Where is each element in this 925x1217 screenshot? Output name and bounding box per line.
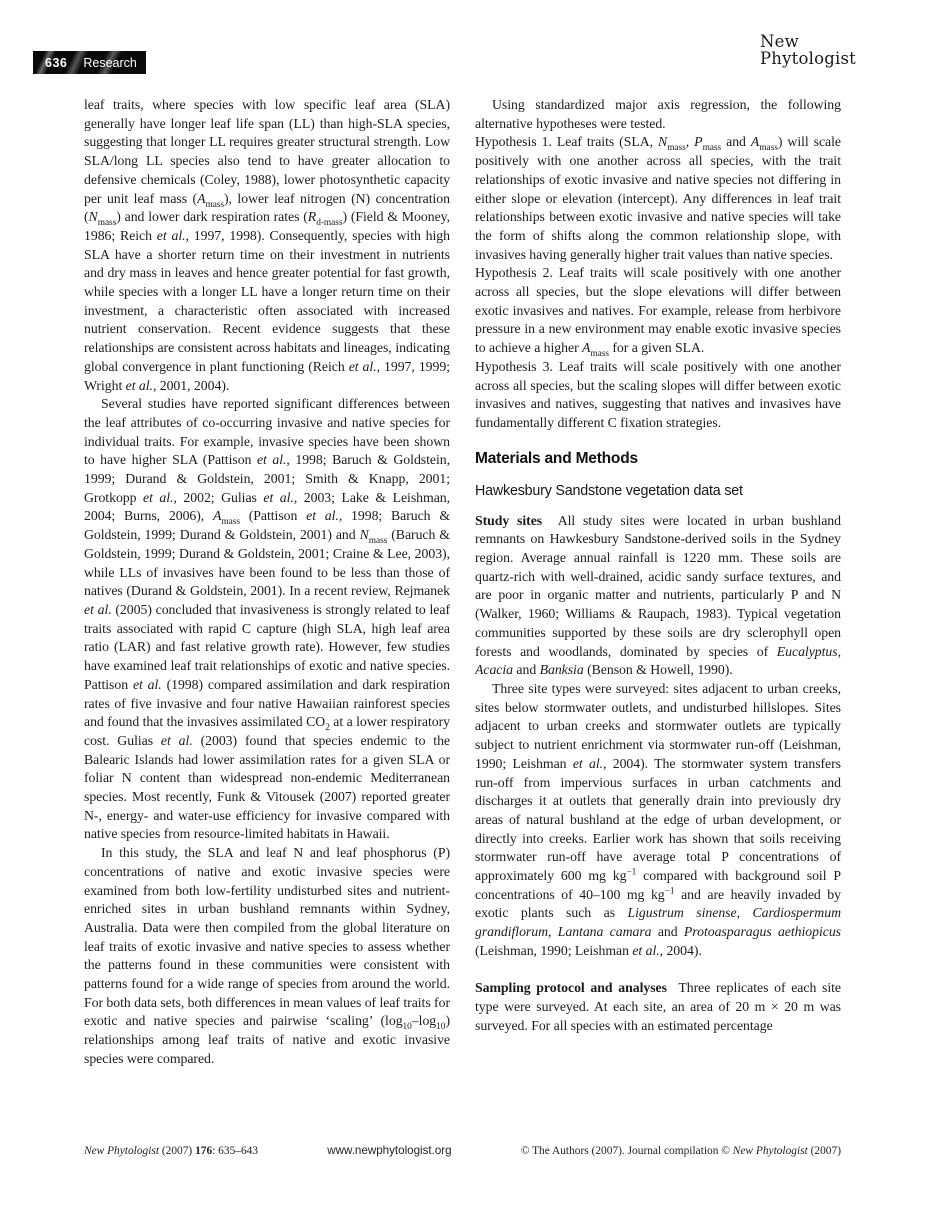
paragraph-hypothesis-3: Hypothesis 3. Leaf traits will scale positively with one another across all species, but the scaling slopes will differ between exotic invasives and natives, suggesting that natives and invasives have fundamentally different C fixation strategies. (475, 358, 841, 430)
footer-citation: New Phytologist (2007) 176: 635–643 (84, 1145, 259, 1157)
paragraph-hypothesis-2: Hypothesis 2. Leaf traits will scale positively with one another across all species, but the slope elevations will differ between exotic invasives and natives. For example, release from herbivore pressure in a new environment may enable exotic invasive species to achieve a higher $A_{mass}$ for a given SLA. (475, 265, 841, 359)
section-heading-materials-and-methods: Materials and Methods (475, 449, 638, 467)
subsection-heading-hawkesbury: Hawkesbury Sandstone vegetation data set (475, 482, 743, 499)
footer-copyright: © The Authors (2007). Journal compilation © New Phytologist (2007) (520, 1145, 841, 1157)
content-columns (84, 96, 841, 1116)
section-label: Research (83, 55, 137, 70)
page-footer (84, 1144, 841, 1157)
paragraph-site-types: Three site types were surveyed: sites adjacent to urban creeks, sites below stormwater outlets, and undisturbed hillslopes. Sites adjacent to urban creeks and stormwater outlets are typically subject to nutrient enrichment via stormwater run-off (Leishman, 1990; Leishman et al., 2004). The stormwater system transfers run-off from impervious surfaces in urban catchments and discharges it at outlets that generally drain into previously dry areas of natural bushland at the edge of urban development, or directly into creeks. Earlier work has shown that soils receiving stormwater run-off have average total P concentrations of approximately 600 mg $kg^{-1}$ compared with background soil P concentrations of 40–100 mg $kg^{-1}$ and are heavily invaded by exotic plants such as Ligustrum sinense, Cardiospermum grandiflorum, Lantana camara and Protoasparagus aethiopicus (Leishman, 1990; Leishman et al., 2004). (475, 680, 841, 958)
journal-logo (760, 34, 856, 67)
page-header-badge (33, 51, 146, 74)
paragraph-in-this-study: In this study, the SLA and leaf N and leaf phosphorus (P) concentrations of native and exotic invasive species were examined from both low-fertility undisturbed sites and nutrient-enriched sites in urban bushland remnants within Sydney, Australia. Data were then compiled from the global literature on leaf traits of exotic invasive and native species to assess whether the patterns found in these communities were consistent with patterns found for a wide range of species from around the world. For both data sets, both differences in mean values of leaf traits for exotic and native species and pairwise ‘scaling’ $(\log_{10}-\log_{10})$ relationships among leaf traits of native and exotic invasive species were compared. (84, 845, 450, 1066)
paragraph-study-sites: Study sites All study sites were located in urban bushland remnants on Hawkesbury Sandstone-derived soils in the Sydney region. Average annual rainfall is 1220 mm. These soils are quartz-rich with well-drained, acidic sandy surface textures, and are poor in organic matter and nutrients, particularly P and N (Walker, 1960; Williams & Raupach, 1983). Typical vegetation communities supported by these soils are dry sclerophyll open forests and woodlands, dominated by species of Eucalyptus, Acacia and Banksia (Benson & Howell, 1990). (475, 512, 841, 678)
paragraph-hypothesis-1: Hypothesis 1. Leaf traits (SLA, $N_{mass}$, $P_{mass}$ and $A_{mass}$) will scale positively with one another across all species, with the trait relationships of exotic invasive and native species not differing in either slope or elevation (intercept). Any differences in leaf trait relationships between exotic invasive and native species will take the form of shifts along the common relationship slope, with invasives having generally higher trait values than native species. (475, 134, 841, 262)
paragraph-hypotheses-intro: Using standardized major axis regression, the following alternative hypotheses were tested. (475, 97, 841, 131)
page-number: 636 (45, 55, 68, 70)
paragraph-sampling-protocol: Sampling protocol and analyses Three replicates of each site type were surveyed. At each site, an area of 20 m × 20 m was surveyed. For all species with an estimated percentage (475, 980, 841, 1033)
paragraph-several-studies: Several studies have reported significant differences between the leaf attributes of co-occurring invasive and native species for individual traits. For example, invasive species have been shown to have higher SLA (Pattison et al., 1998; Baruch & Goldstein, 1999; Durand & Goldstein, 2001; Smith & Knapp, 2001; Grotkopp et al., 2002; Gulias et al., 2003; Lake & Leishman, 2004; Burns, 2006), $A_{mass}$ (Pattison et al., 1998; Baruch & Goldstein, 1999; Durand & Goldstein, 2001) and $N_{mass}$ (Baruch & Goldstein, 1999; Durand & Goldstein, 2001; Craine & Lee, 2003), while LLs of invasives have been found to be less than those of natives (Durand & Goldstein, 2001). In a recent review, Rejmanek et al. (2005) concluded that invasiveness is strongly related to leaf traits associated with rapid C capture (high SLA, high leaf area ratio (LAR) and fast relative growth rate). However, few studies have examined leaf trait relationships of exotic and native species. Pattison et al. (1998) compared assimilation and dark respiration rates of five invasive and four native Hawaiian rainforest species and found that the invasives assimilated $CO_2$ at a lower respiratory cost. Gulias et al. (2003) found that species endemic to the Balearic Islands had lower assimilation rates for a given SLA or foliar N content than widespread non-endemic Mediterranean species. Most recently, Funk & Vitousek (2007) reported greater N-, energy- and water-use efficiency for invasive compared with native species from resource-limited habitats in Hawaii. (84, 396, 450, 842)
paragraph-leaf-traits: leaf traits, where species with low specific leaf area (SLA) generally have longer leaf life span (LL) than high-SLA species, suggesting that longer LL requires greater structural strength. Low SLA/long LL species also tend to have greater allocation to defensive chemicals (Coley, 1988), lower photosynthetic capacity per unit leaf mass $(A_{mass})$, lower leaf nitrogen (N) concentration $(N_{mass})$ and lower dark respiration rates $(R_{d-mass})$ (Field & Mooney, 1986; Reich et al., 1997, 1998). Consequently, species with high SLA have a shorter return time on their investment in nutrients and dry mass in leaves and hence greater potential for fast growth, while species with a longer LL have a longer return time on their investment, a characteristic often associated with increased nutrient conservation. Recent evidence suggests that these relationships are consistent across habitats and lineages, indicating global convergence in plant functioning (Reich et al., 1997, 1999; Wright et al., 2001, 2004). (84, 97, 450, 393)
logo-line-1: New (760, 32, 799, 51)
logo-line-2: Phytologist (760, 48, 856, 68)
left-column (84, 96, 450, 1116)
footer-url: www.newphytologist.org (327, 1144, 452, 1157)
right-column (475, 96, 841, 1116)
